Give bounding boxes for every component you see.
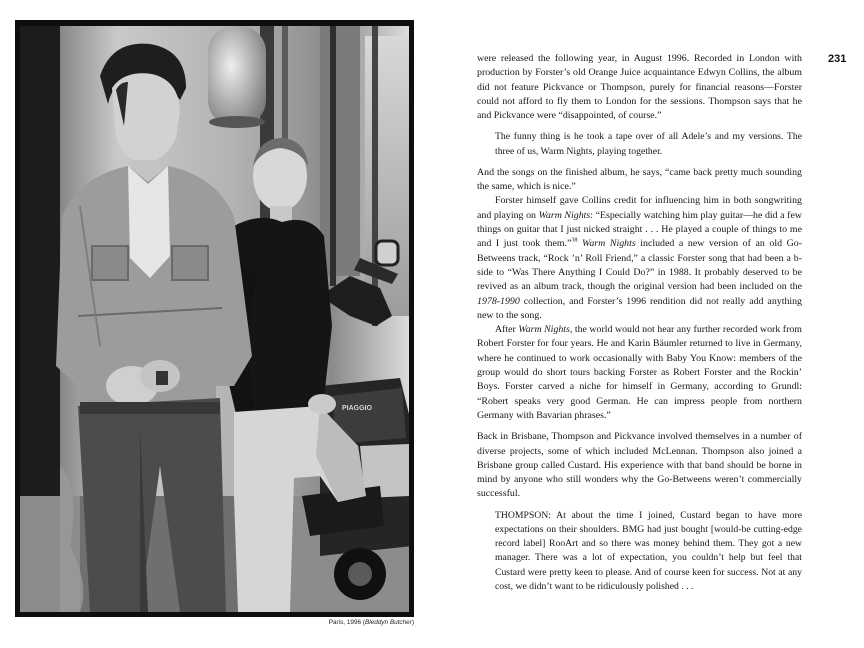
caption-credit: Bleddyn Butcher [364,619,412,626]
paragraph-2: And the songs on the finished album, he says, “came back pretty much sounding the same, which is nice.” [477,166,802,193]
photo-caption: Paris, 1996 (Bleddyn Butcher) [328,619,414,626]
paragraph-3: Forster himself gave Collins credit for influencing him in both songwriting and playing on Warm Nights: “Especially watching him play guitar—he did a few things on guitar that I just nicked straight . . . He played a couple of things to me and I just took them.”$^{38}$ Warm Nights included a new version of an old Go-Betweens track, “Rock ’n’ Roll Friend,” a classic Forster song that had been a b-side to “Was There Anything I Could Do?” in 1988. It probably deserved to be revived as an album track, though the original version had been included on the 1978-1990 collection, and Forster’s 1996 rendition did not really add anything new to the song. [477,195,803,321]
caption-place: Paris, 1996 [328,619,362,626]
footnote-38: 38 [571,238,578,245]
paragraph-1: were released the following year, in August 1996. Recorded in London with production by Forster’s old Orange Juice acquaintance Edwyn Collins, the album did not feature Pickvance or Thompson, purely for financial reasons—Forster could not afford to fly them to London for the sessions. Thompson says that he and Pickvance were “disappointed, of course.” [477,53,802,122]
paragraph-4: After Warm Nights, the world would not hear any further recorded work from Robert Forster for four years. He and Karin Bäumler returned to live in Germany, where he continued to work occasionally with Baby You Know: members of the group would do short tours backing Forster as Robert Forster and the Rockin’ Boys. Forster carved a niche for himself in Germany, according to Grundl: “Robert speaks very good German. He can impress people from northern Germany with Bavarian phrases.” [477,324,802,421]
quote-thompson-2: THOMPSON: At about the time I joined, Custard began to have more expectations on their shoulders. BMG had just bought [would-be cutting-edge record label] RooArt and so there was money behind them. They got a new manager. There was a lot of expectation, you couldn’t help but feel that Custard were pretty keen to please. And of course keen for success. Not at any cost, we didn’t want to be ridiculously polished . . . [495,509,802,592]
photograph [15,20,414,617]
text-column [477,52,802,594]
page-number: 231 [828,53,847,65]
photo-image [20,26,409,612]
scooter-brand-text: PIAGGIO [342,405,372,412]
quote-thompson-1: The funny thing is he took a tape over of all Adele’s and my versions. The three of us, Warm Nights, playing together. [495,131,802,157]
paragraph-5: Back in Brisbane, Thompson and Pickvance involved themselves in a number of diverse projects, some of which included McLennan. Thompson also joined a Brisbane group called Custard. His experience with that band should be borne in mind by anyone who still wonders why the Go-Betweens weren’t commercially successful. [477,431,802,500]
wall-lamp [208,26,266,126]
